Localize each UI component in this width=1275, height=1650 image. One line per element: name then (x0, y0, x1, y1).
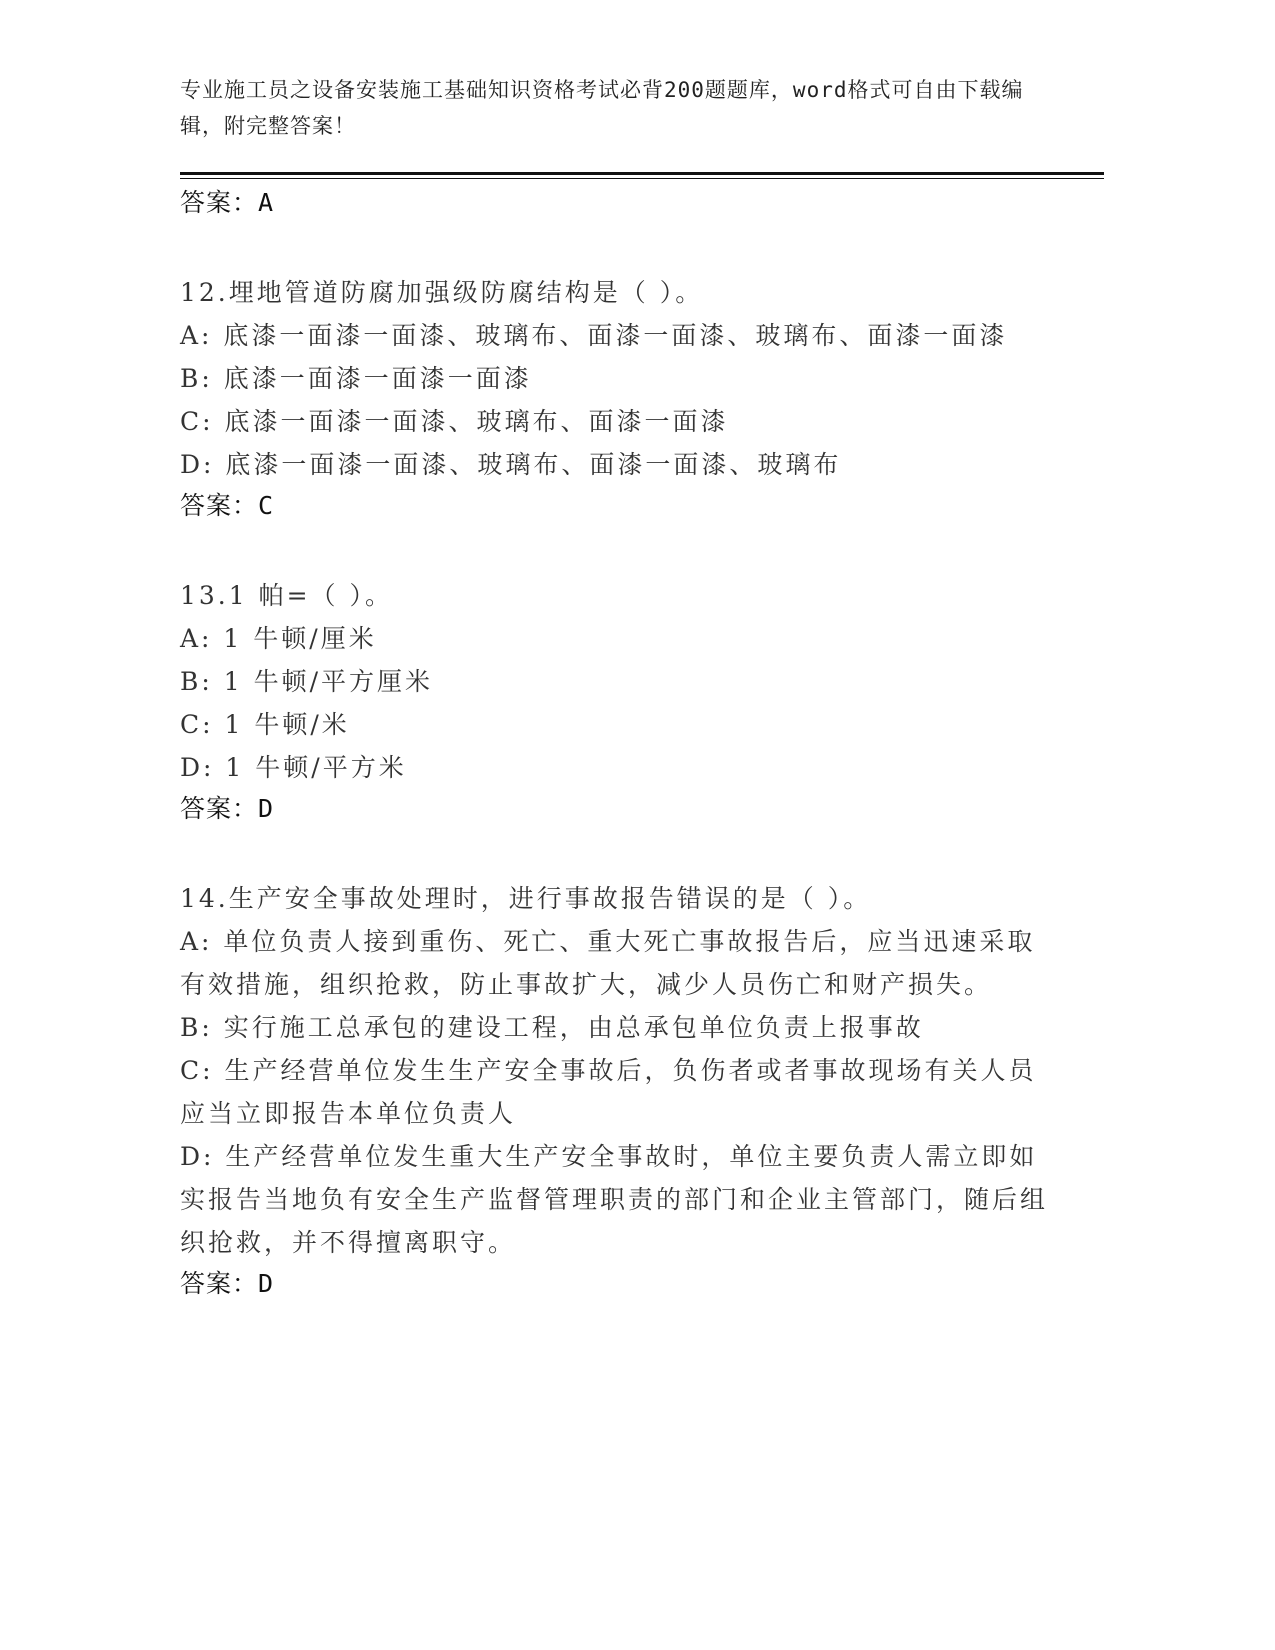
document-body (180, 183, 1050, 1304)
question-12 (180, 271, 1050, 526)
answer-11: 答案：A (180, 188, 275, 217)
answer-14: 答案：D (180, 1269, 275, 1298)
question-text: 12.埋地管道防腐加强级防腐结构是（ ）。 (180, 278, 704, 307)
option-b: B: 1 牛顿/平方厘米 (180, 667, 434, 696)
option-a: A: 1 牛顿/厘米 (180, 624, 377, 653)
header-divider-thin (180, 178, 1104, 179)
option-d: D: 生产经营单位发生重大生产安全事故时，单位主要负责人需立即如实报告当地负有安全生产监督管理职责的部门和企业主管部门，随后组织抢救，并不得擅离职守。 (180, 1142, 1049, 1257)
document-header: 专业施工员之设备安装施工基础知识资格考试必背200题题库，word格式可自由下载编辑，附完整答案！ (180, 78, 1024, 138)
option-c: C: 生产经营单位发生生产安全事故后，负伤者或者事故现场有关人员应当立即报告本单位负责人 (180, 1056, 1037, 1128)
option-d: D: 底漆一面漆一面漆、玻璃布、面漆一面漆、玻璃布 (180, 450, 842, 479)
question-13 (180, 574, 1050, 829)
option-a: A: 底漆一面漆一面漆、玻璃布、面漆一面漆、玻璃布、面漆一面漆 (180, 321, 1008, 350)
option-c: C: 底漆一面漆一面漆、玻璃布、面漆一面漆 (180, 407, 729, 436)
question-text: 14.生产安全事故处理时，进行事故报告错误的是（ ）。 (180, 884, 872, 913)
header-divider-thick (180, 172, 1104, 175)
answer-13: 答案：D (180, 794, 275, 823)
option-a: A: 单位负责人接到重伤、死亡、重大死亡事故报告后，应当迅速采取有效措施，组织抢救，防止事故扩大，减少人员伤亡和财产损失。 (180, 927, 1036, 999)
answer-12: 答案：C (180, 491, 275, 520)
spacer (180, 526, 1050, 574)
option-b: B: 底漆一面漆一面漆一面漆 (180, 364, 532, 393)
question-14 (180, 877, 1050, 1304)
option-d: D: 1 牛顿/平方米 (180, 753, 407, 782)
option-c: C: 1 牛顿/米 (180, 710, 350, 739)
option-b: B: 实行施工总承包的建设工程，由总承包单位负责上报事故 (180, 1013, 924, 1042)
question-text: 13.1 帕=（ ）。 (180, 581, 394, 610)
spacer (180, 829, 1050, 877)
spacer (180, 223, 1050, 271)
